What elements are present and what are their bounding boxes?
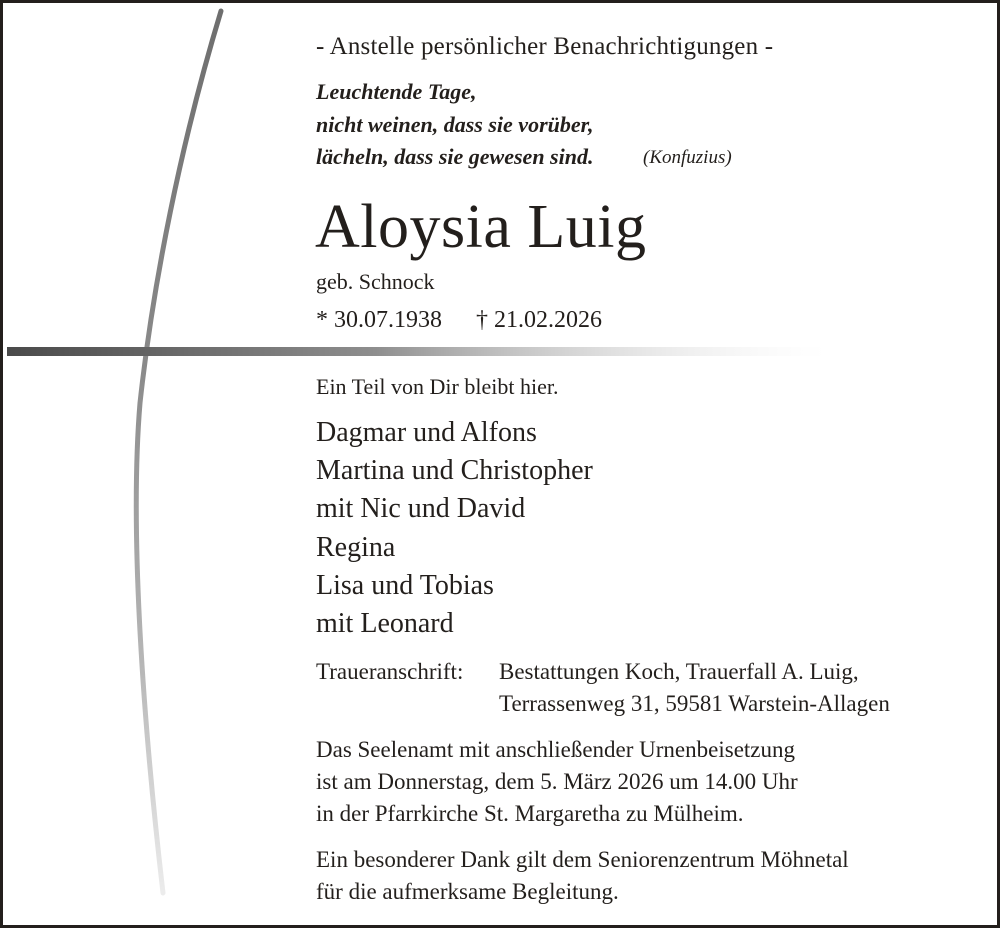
maiden-name: geb. Schnock bbox=[316, 269, 435, 294]
mourner-line: Martina und Christopher bbox=[316, 455, 593, 486]
farewell-message: Ein Teil von Dir bleibt hier. bbox=[316, 374, 559, 399]
mourner-line: Regina bbox=[316, 532, 396, 563]
address-line: Bestattungen Koch, Trauerfall A. Luig, bbox=[499, 659, 859, 684]
service-line: Das Seelenamt mit anschließender Urnenbeisetzung bbox=[316, 737, 796, 762]
address-line: Terrassenweg 31, 59581 Warstein-Allagen bbox=[499, 691, 890, 716]
quote-author: (Konfuzius) bbox=[643, 147, 732, 168]
notice-header: - Anstelle persönlicher Benachrichtigungen - bbox=[316, 33, 774, 60]
quote-line: Leuchtende Tage, bbox=[316, 79, 477, 104]
thanks-line: für die aufmerksame Begleitung. bbox=[316, 879, 619, 904]
mourner-line: Lisa und Tobias bbox=[316, 570, 494, 601]
address-label: Traueranschrift: bbox=[316, 659, 464, 684]
mourner-line: mit Nic und David bbox=[316, 493, 526, 524]
mourner-line: mit Leonard bbox=[316, 608, 454, 639]
thanks-line: Ein besonderer Dank gilt dem Seniorenzentrum Möhnetal bbox=[316, 847, 849, 872]
quote-line: nicht weinen, dass sie vorüber, bbox=[316, 112, 594, 137]
service-line: ist am Donnerstag, dem 5. März 2026 um 14.00 Uhr bbox=[316, 769, 798, 794]
deceased-name: Aloysia Luig bbox=[315, 193, 647, 261]
service-line: in der Pfarrkirche St. Margaretha zu Mülheim. bbox=[316, 801, 744, 826]
death-date: † 21.02.2026 bbox=[476, 307, 602, 333]
mourner-line: Dagmar und Alfons bbox=[316, 417, 537, 448]
quote-line: lächeln, dass sie gewesen sind. bbox=[316, 144, 594, 169]
birth-date: * 30.07.1938 bbox=[316, 307, 442, 333]
